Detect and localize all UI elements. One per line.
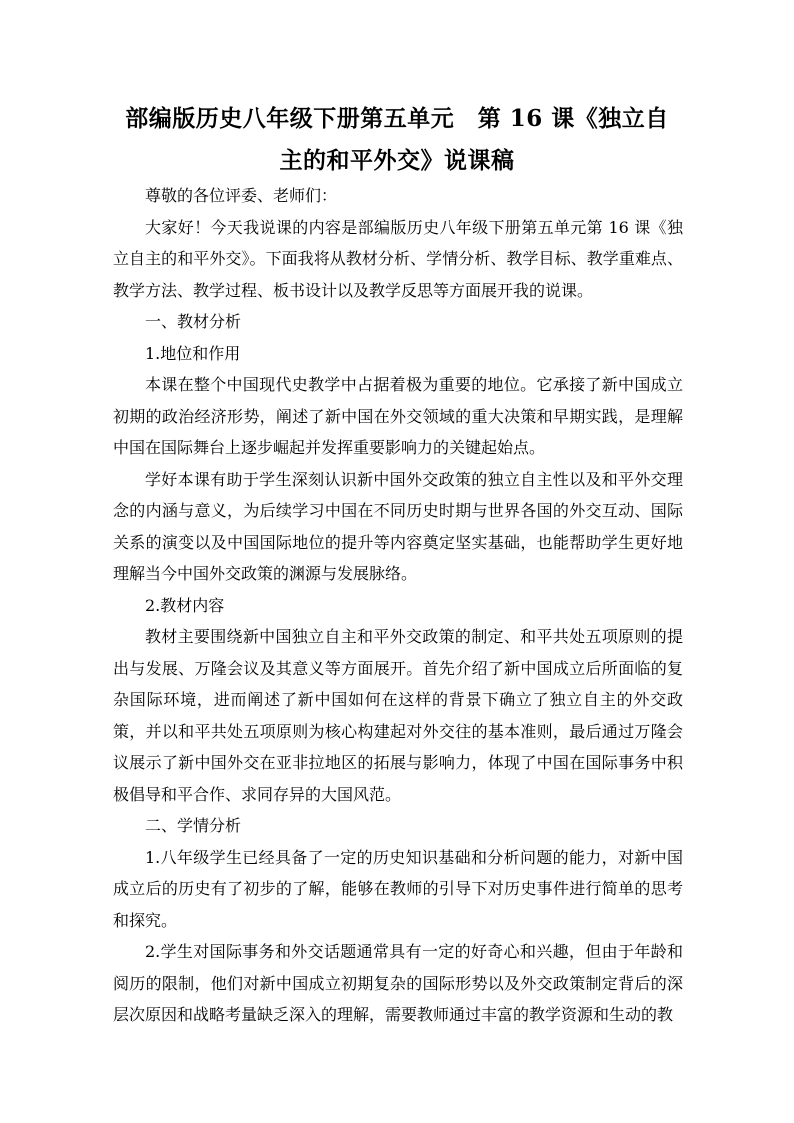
paragraph-textbook-content: 教材主要围绕新中国独立自主和平外交政策的制定、和平共处五项原则的提出与发展、万隆会议及其意义等方面展开。首先介绍了新中国成立后所面临的复杂国际环境，进而阐述了新中国如何在这样的背景下确立了独立自主的外交政策，并以和平共处五项原则为核心构建起对外交往的基本准则，最后通过万隆会议展示了新中国外交在亚非拉地区的拓展与影响力，体现了中国在国际事务中积极倡导和平合作、求同存异的大国风范。 [113,627,683,804]
subheading-textbook-content: 2.教材内容 [145,595,225,615]
paragraph-student-1: 1.八年级学生已经具备了一定的历史知识基础和分析问题的能力，对新中国成立后的历史有了初步的了解，能够在教师的引导下对历史事件进行简单的思考和探究。 [113,847,683,930]
document-body [113,180,683,1031]
title-line-1: 部编版历史八年级下册第五单元 第 16 课《独立自 [125,105,669,132]
salutation: 尊敬的各位评委、老师们： [145,186,338,205]
paragraph-position-2: 学好本课有助于学生深刻认识新中国外交政策的独立自主性以及和平外交理念的内涵与意义，为后续学习中国在不同历史时期与世界各国的外交互动、国际关系的演变以及中国国际地位的提升等内容奠定坚实基础，也能帮助学生更好地理解当今中国外交政策的渊源与发展脉络。 [113,469,683,583]
paragraph-student-2: 2.学生对国际事务和外交话题通常具有一定的好奇心和兴趣，但由于年龄和阅历的限制，他们对新中国成立初期复杂的国际形势以及外交政策制定背后的深层次原因和战略考量缺乏深入的理解，需要教师通过丰富的教学资源和生动的教 [113,942,683,1024]
subheading-position-role: 1.地位和作用 [145,343,241,363]
section-heading-textbook-analysis: 一、教材分析 [145,312,242,331]
page-title [113,98,681,182]
intro-paragraph: 大家好！今天我说课的内容是部编版历史八年级下册第五单元第 16 课《独立自主的和平外交》。下面我将从教材分析、学情分析、教学目标、教学重难点、教学方法、教学过程、板书设计以及教学反思等方面展开我的说课。 [113,217,683,300]
section-heading-student-analysis: 二、学情分析 [145,816,242,835]
title-line-2: 主的和平外交》说课稿 [279,147,515,174]
paragraph-position-1: 本课在整个中国现代史教学中占据着极为重要的地位。它承接了新中国成立初期的政治经济形势，阐述了新中国在外交领域的重大决策和早期实践，是理解中国在国际舞台上逐步崛起并发挥重要影响力的关键起始点。 [113,375,683,457]
